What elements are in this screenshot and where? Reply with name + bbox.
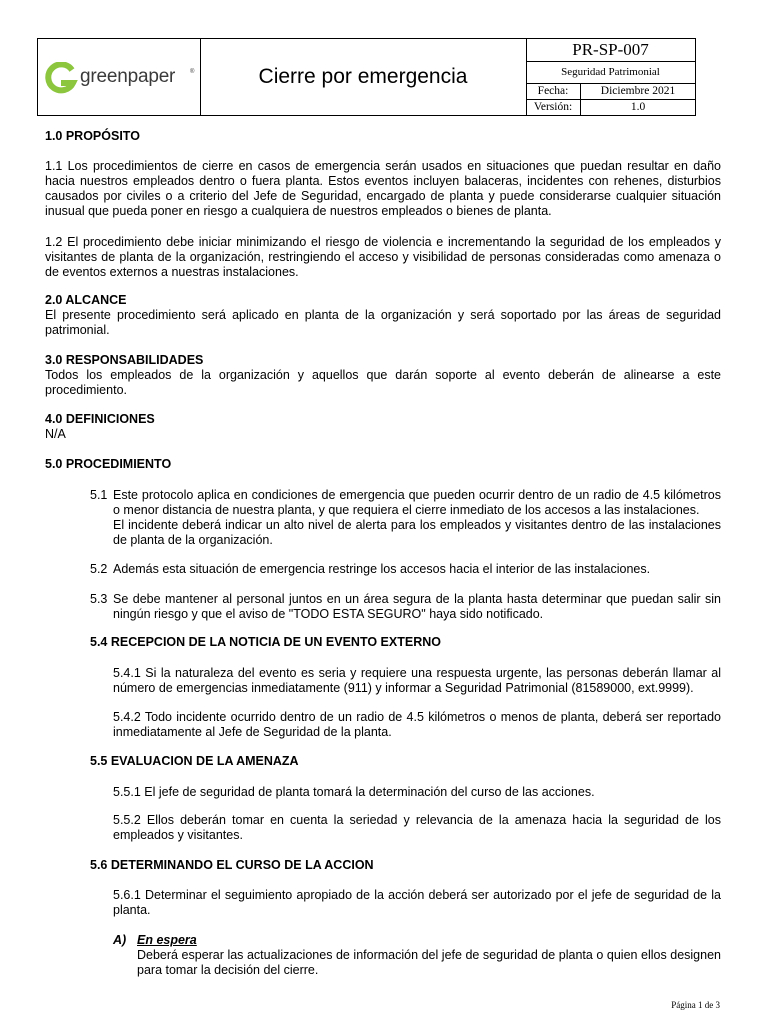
logo-wordmark: greenpaper — [80, 66, 176, 87]
date-label: Fecha: — [526, 84, 581, 100]
subsection-heading-5-6: 5.6 DETERMINANDO EL CURSO DE LA ACCION — [90, 858, 374, 872]
document-code: PR-SP-007 — [526, 39, 695, 62]
subsection-heading-5-4: 5.4 RECEPCION DE LA NOTICIA DE UN EVENTO EXTERNO — [90, 635, 441, 649]
paragraph-5-1: Este protocolo aplica en condiciones de emergencia que pueden ocurrir dentro de un radio de 4.5 kilómetros o menor distancia de nuestra planta, y que requiera el cierre inmediato de los accesos a las instalaciones. — [113, 488, 721, 517]
date-value: Diciembre 2021 — [581, 84, 695, 100]
subsection-heading-5-5: 5.5 EVALUACION DE LA AMENAZA — [90, 754, 299, 768]
paragraph-5-5-2: 5.5.2 Ellos deberán tomar en cuenta la seriedad y relevancia de la amenaza hacia la seguridad de los empleados y visitantes. — [113, 813, 721, 842]
section-heading-definitions: 4.0 DEFINICIONES — [45, 412, 155, 426]
option-label-a: A) — [113, 933, 127, 947]
item-number-5-3: 5.3 — [90, 592, 108, 606]
section-heading-responsibilities: 3.0 RESPONSABILIDADES — [45, 353, 204, 367]
version-label: Versión: — [526, 100, 581, 115]
paragraph-en-espera: Deberá esperar las actualizaciones de información del jefe de seguridad de planta o quien ellos designen para tomar la decisión del cierre. — [137, 948, 721, 977]
item-number-5-2: 5.2 — [90, 562, 108, 576]
section-heading-procedure: 5.0 PROCEDIMIENTO — [45, 457, 172, 471]
logo-registered-mark: ® — [190, 69, 195, 75]
paragraph-5-2: Además esta situación de emergencia restringe los accesos hacia el interior de las instalaciones. — [113, 562, 651, 576]
paragraph-5-1-incident: El incidente deberá indicar un alto nivel de alerta para los empleados y visitantes dentro de las instalaciones de planta de la organización. — [113, 518, 721, 547]
paragraph-5-6-1: 5.6.1 Determinar el seguimiento apropiado de la acción deberá ser autorizado por el jefe de seguridad de la planta. — [113, 888, 721, 917]
paragraph-1-1: 1.1 Los procedimientos de cierre en casos de emergencia serán usados en situaciones que puedan resultar en daño hacia nuestros empleados dentro o fuera planta. Estos eventos incluyen balaceras, incidentes con rehenes, disturbios causados por civiles o a criterio del Jefe de Seguridad, encargado de planta y puede considerarse cualquier situación inusual que pueda poner en riesgo a cualquiera de nuestros empleados o bienes de planta. — [45, 159, 721, 218]
paragraph-scope: El presente procedimiento será aplicado en planta de la organización y será soportado por las áreas de seguridad patrimonial. — [45, 308, 721, 337]
paragraph-1-2: 1.2 El procedimiento debe iniciar minimizando el riesgo de violencia e incrementando la seguridad de los empleados y visitantes de planta de la organización, restringiendo el acceso y visibilidad de personas consideradas como amenaza o de eventos externos a nuestras instalaciones. — [45, 235, 721, 279]
section-heading-scope: 2.0 ALCANCE — [45, 293, 127, 307]
greenpaper-logo-icon — [42, 62, 78, 94]
paragraph-5-3: Se debe mantener al personal juntos en un área segura de la planta hasta determinar que puedan salir sin ningún riesgo y que el aviso de "TODO ESTA SEGURO" haya sido notificado. — [113, 592, 721, 621]
paragraph-5-4-1: 5.4.1 Si la naturaleza del evento es seria y requiere una respuesta urgente, las personas deberán llamar al número de emergencias inmediatamente (911) y informar a Seguridad Patrimonial (81589000, ext.9999). — [113, 666, 721, 695]
item-number-5-1: 5.1 — [90, 488, 108, 502]
paragraph-definitions: N/A — [45, 427, 66, 441]
page-number: Página 1 de 3 — [671, 1000, 720, 1010]
document-title: Cierre por emergencia — [200, 39, 527, 115]
paragraph-5-5-1: 5.5.1 El jefe de seguridad de planta tomará la determinación del curso de las acciones. — [113, 785, 595, 799]
option-title-en-espera: En espera — [137, 933, 197, 947]
document-meta — [526, 39, 695, 115]
paragraph-responsibilities: Todos los empleados de la organización y aquellos que darán soporte al evento deberán de alinearse a este procedimiento. — [45, 368, 721, 397]
section-heading-purpose: 1.0 PROPÓSITO — [45, 129, 140, 143]
logo-cell — [38, 39, 201, 115]
department-name: Seguridad Patrimonial — [526, 62, 695, 84]
paragraph-5-4-2: 5.4.2 Todo incidente ocurrido dentro de un radio de 4.5 kilómetros o menos de planta, deberá ser reportado inmediatamente al Jefe de Seguridad de la planta. — [113, 710, 721, 739]
version-value: 1.0 — [630, 101, 646, 113]
document-header — [37, 38, 696, 116]
